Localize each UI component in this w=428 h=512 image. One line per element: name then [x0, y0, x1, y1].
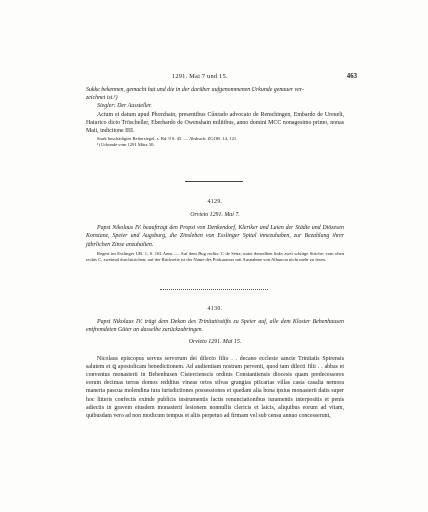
document-text: Nicolaus episcopus servus servorum dei dilecto filio . . decano ecclesie sancte Trinitatis Spirensis salutem et ꝗ apostolicam benedictionem. Ad audientiam nostram pervenit, quod tam dilecti filii . . abbas et conventus monasterii in Bebenhusen Cỉstercienscis ordinis Constantiensis diocesis quam predecessores eorum decimas terras domos redditus vineas ortos silvas grangias pis̄carias villas casta casalia nemora maneria pascua molendina iura iurisdictiones possessiones et quedam alia bona ipsius monasterii datis super hoc litteris confectis exinde publicis instrumentis factis renunciationibus iuramentis interpositis et penis adiectis in gravem eiusdem monasterii lesionem nonnullis clericis et laicis, aliquibus eorum ad vitam, quibusdam vero ad non modicum tempus et aliis perpetuo ad firmam vel sub censu annuo concesserunt,	[86, 355, 344, 420]
document-4130	[86, 306, 344, 420]
running-head-title: 1291. Mai 7 und 15.	[172, 73, 228, 80]
regest: Papst Nikolaus IV. beauftragt den Propst von Denkendorf, Kleriker und Laien der Städte und Diözesen Konstanz, Speier und Augsburg, die Zinsleben von Esslinger Spital innezuhaben, zur Bezahlung ihrer jährlichen Zinse anzuhalten.	[86, 225, 344, 248]
continuation-line-2: zeichnet ist.¹)	[86, 95, 118, 102]
document-4129	[86, 199, 344, 263]
source-note: Stark beschädigtes Reitersiegel, s. Bd. 9 S. 45. — Abdruck: ZGOR. 14, 121.	[97, 136, 238, 142]
footnote: ¹) Urkunde vom 1291 März 30.	[97, 142, 155, 148]
regest: Papst Nikolaus IV. trägt dem Dekan des Trinitatisstifts zu Speier auf, alle dem Kloster Bebenhausen entfremdeten Güter an dasselbe zurückzubringen.	[86, 319, 344, 334]
document-number: 4130.	[207, 306, 223, 312]
page-number: 463	[346, 73, 357, 80]
section-divider-dotted	[160, 289, 268, 290]
archival-note: Regest im Esslinger UB. 1, S. 102 Anm. — Auf dem Bug rechts: C de Setia; unter denselben links zwei schräge Striche; vom oben rechts C, zweimal durchstrichen; auf der Rückseite ist der Name des Prokurators mit Ausnahme von Alhuncia nicht mehr zu lesen.	[86, 250, 344, 262]
place-date: Orvieto 1291. Mai 7.	[190, 212, 240, 218]
place-date: Orvieto 1291. Mai 15.	[188, 339, 242, 346]
section-divider	[185, 181, 243, 182]
sealer-line: Siegler: Der Aussteller.	[97, 103, 153, 110]
continuation-line: Sukke bekennen, gemacht hat und die in der darüber aufgenommenen Urkunde genauer ver-	[86, 87, 304, 93]
running-header	[86, 73, 357, 82]
document-number: 4129.	[207, 199, 223, 205]
actum-text: Actum et datum apud Phorzhain, presentibus Cůnrado advocato de Remchingen, Embardo de Ureuelt, Haiurico dicto Tröscheller, Eberhardo de Owenshain militibus, anno domini MCC nonagesimo primo, nonas Maii, indictione IIII.	[86, 111, 344, 135]
previous-document-end	[86, 86, 344, 148]
